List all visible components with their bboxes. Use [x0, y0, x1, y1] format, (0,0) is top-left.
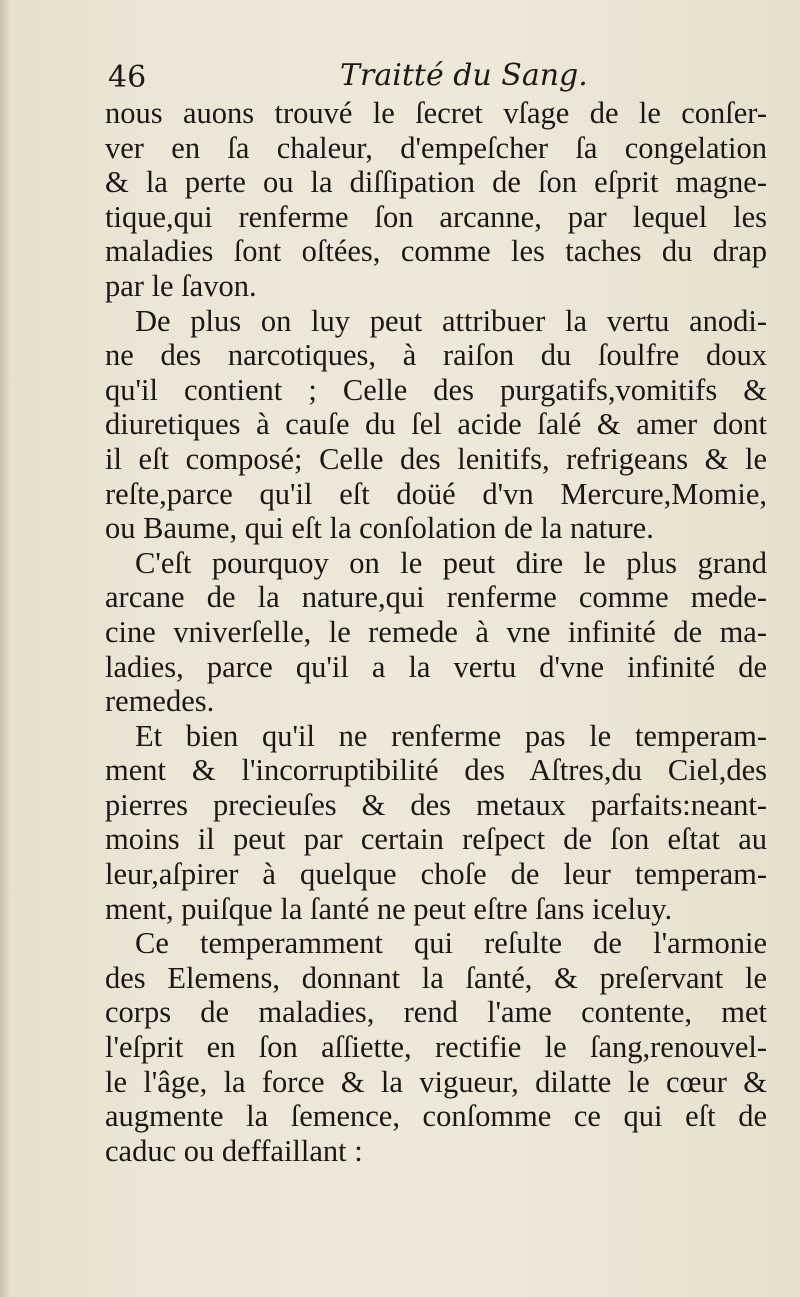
text-line: ment, puiſque la ſanté ne peut eſtre ſans iceluy. — [105, 891, 673, 926]
text-line: par le ſavon. — [105, 268, 257, 303]
text-body — [105, 96, 767, 1168]
text-line: qu'il contient ; Celle des purgatifs,vomitifs & — [105, 372, 767, 407]
text-line: diuretiques à cauſe du ſel acide ſalé & amer dont — [105, 407, 767, 442]
page-header — [108, 58, 768, 98]
text-line: & la perte ou la diſſipation de ſon eſprit magne- — [105, 165, 767, 200]
text-line: ne des narcotiques, à raiſon du ſoulfre doux — [105, 338, 767, 373]
text-line: maladies ſont oſtées, comme les taches du drap — [105, 234, 767, 269]
text-line: pierres precieuſes & des metaux parfaits:neant- — [105, 787, 767, 822]
text-line: ver en ſa chaleur, d'empeſcher ſa congelation — [105, 130, 767, 165]
text-line: moins il peut par certain reſpect de ſon eſtat au — [105, 822, 767, 857]
text-line: leur,aſpirer à quelque choſe de leur temperam- — [105, 857, 767, 892]
text-line: tique,qui renferme ſon arcanne, par lequel les — [105, 199, 767, 234]
text-line: caduc ou deffaillant : — [105, 1133, 363, 1168]
text-line: ment & l'incorruptibilité des Aſtres,du Ciel,des — [105, 753, 767, 788]
text-line: Ce temperamment qui reſulte de l'armonie — [135, 926, 767, 961]
page-number: 46 — [108, 60, 147, 95]
text-line: C'eſt pourquoy on le peut dire le plus grand — [135, 545, 767, 580]
text-line: De plus on luy peut attribuer la vertu anodi- — [135, 303, 767, 338]
running-title: Traitté du Sang. — [340, 58, 588, 93]
text-line: des Elemens, donnant la ſanté, & preſervant le — [105, 960, 767, 995]
text-line: ladies, parce qu'il a la vertu d'vne infinité de — [105, 649, 767, 684]
text-line: cine vniverſelle, le remede à vne infinité de ma- — [105, 614, 767, 649]
text-line: il eſt composé; Celle des lenitifs, refrigeans & le — [105, 441, 767, 476]
text-line: nous auons trouvé le ſecret vſage de le conſer- — [105, 96, 767, 130]
text-line: le l'âge, la force & la vigueur, dilatte le cœur & — [105, 1064, 767, 1099]
text-line: Et bien qu'il ne renferme pas le temperam- — [135, 718, 767, 753]
text-line: augmente la ſemence, conſomme ce qui eſt de — [105, 1099, 767, 1134]
text-line: arcane de la nature,qui renferme comme mede- — [105, 580, 767, 615]
text-line: reſte,parce qu'il eſt doüé d'vn Mercure,Momie, — [105, 476, 767, 511]
text-line: ou Baume, qui eſt la conſolation de la nature. — [105, 511, 654, 546]
text-line: remedes. — [105, 684, 215, 719]
text-line: corps de maladies, rend l'ame contente, met — [105, 995, 767, 1030]
text-line: l'eſprit en ſon aſſiette, rectifie le ſang,renouvel- — [105, 1030, 767, 1065]
